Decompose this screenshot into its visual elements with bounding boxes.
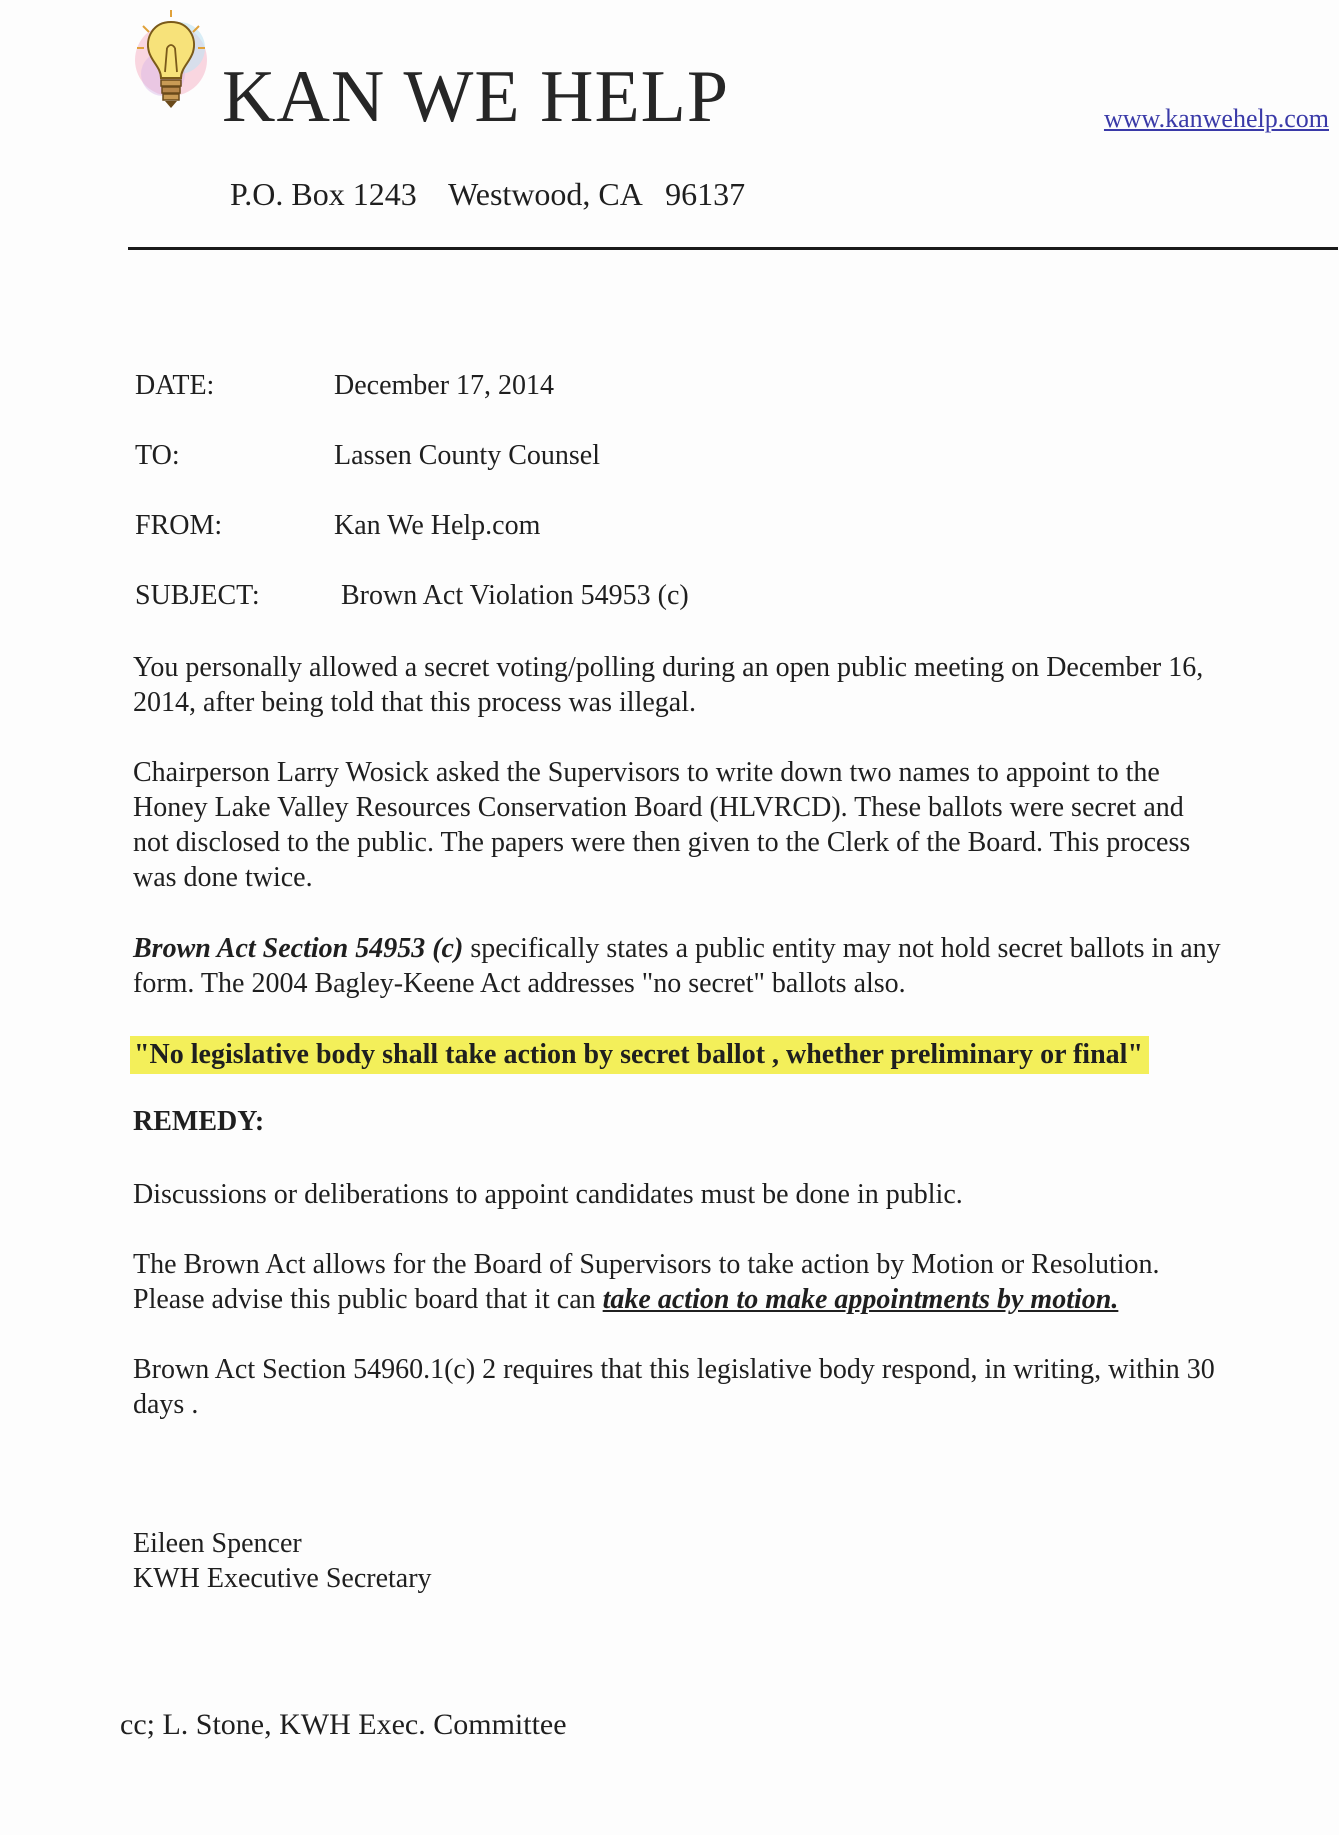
paragraph-line: was done twice. bbox=[133, 862, 313, 893]
paragraph-line: Brown Act Section 54960.1(c) 2 requires that this legislative body respond, in writing, within 30 bbox=[133, 1354, 1215, 1385]
statute-text: specifically states a public entity may not hold secret ballots in any bbox=[463, 933, 1221, 964]
paragraph-line: not disclosed to the public. The papers were then given to the Clerk of the Board. This process bbox=[133, 827, 1191, 858]
paragraph-line: form. The 2004 Bagley-Keene Act addresses "no secret" ballots also. bbox=[133, 968, 906, 999]
carbon-copy: cc; L. Stone, KWH Exec. Committee bbox=[120, 1708, 567, 1741]
to-value: Lassen County Counsel bbox=[334, 440, 600, 471]
organization-name: KAN WE HELP bbox=[222, 56, 730, 138]
signatory-name: Eileen Spencer bbox=[133, 1528, 302, 1559]
to-label: TO: bbox=[135, 440, 180, 471]
mailing-address: P.O. Box 1243 Westwood, CA 96137 bbox=[230, 176, 746, 212]
website-link[interactable]: www.kanwehelp.com bbox=[1103, 104, 1329, 133]
paragraph-remedy bbox=[133, 1177, 1323, 1212]
paragraph-line: Discussions or deliberations to appoint candidates must be done in public. bbox=[133, 1179, 963, 1210]
paragraph-line bbox=[133, 931, 1323, 966]
lightbulb-icon bbox=[133, 8, 213, 128]
paragraph-statute bbox=[133, 931, 1323, 1001]
statute-reference: Brown Act Section 54953 (c) bbox=[133, 933, 464, 964]
paragraph-line bbox=[133, 1282, 1323, 1317]
paragraph-line: days . bbox=[133, 1389, 199, 1420]
motion-text: Please advise this public board that it can bbox=[133, 1284, 603, 1315]
subject-value: Brown Act Violation 54953 (c) bbox=[341, 580, 689, 611]
paragraph-line: You personally allowed a secret voting/polling during an open public meeting on December 16, bbox=[133, 652, 1204, 683]
motion-emphasis: take action to make appointments by motion. bbox=[602, 1284, 1119, 1315]
subject-label: SUBJECT: bbox=[135, 580, 260, 611]
paragraph-response bbox=[133, 1352, 1323, 1422]
highlighted-quote: "No legislative body shall take action by secret ballot , whether preliminary or final" bbox=[130, 1036, 1149, 1074]
paragraph-line: The Brown Act allows for the Board of Supervisors to take action by Motion or Resolution. bbox=[133, 1249, 1160, 1280]
paragraph-details bbox=[133, 755, 1323, 895]
paragraph-allegation bbox=[133, 650, 1323, 720]
paragraph-motion bbox=[133, 1247, 1323, 1317]
letterhead-divider bbox=[128, 247, 1338, 250]
paragraph-line: Chairperson Larry Wosick asked the Supervisors to write down two names to appoint to the bbox=[133, 757, 1160, 788]
from-label: FROM: bbox=[135, 510, 223, 541]
date-label: DATE: bbox=[135, 370, 215, 401]
signatory-title: KWH Executive Secretary bbox=[133, 1563, 432, 1594]
paragraph-line: Honey Lake Valley Resources Conservation Board (HLVRCD). These ballots were secret and bbox=[133, 792, 1184, 823]
remedy-heading: REMEDY: bbox=[133, 1106, 265, 1137]
from-value: Kan We Help.com bbox=[334, 510, 541, 541]
date-value: December 17, 2014 bbox=[334, 370, 555, 401]
paragraph-line: 2014, after being told that this process was illegal. bbox=[133, 687, 696, 718]
